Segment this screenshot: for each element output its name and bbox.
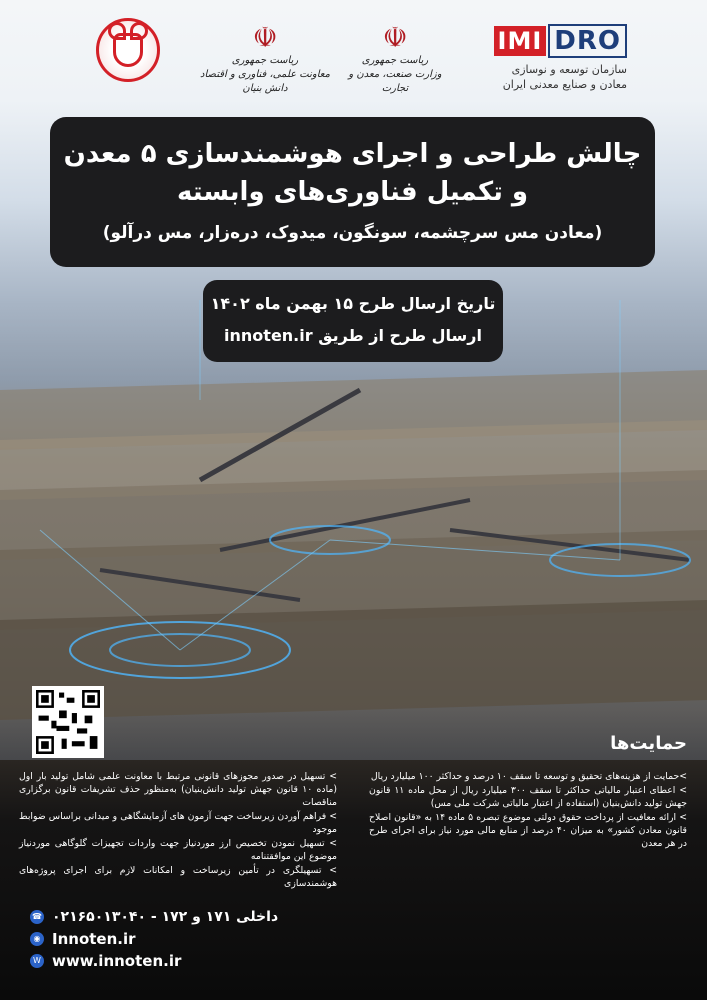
imidro-subtitle-1: سازمان توسعه و نوسازی: [511, 63, 627, 76]
iran-emblem-icon: ☫: [252, 21, 278, 54]
contact-block: [30, 906, 278, 972]
qr-code[interactable]: [32, 686, 104, 758]
list-item: > ارائه معافیت از پرداخت حقوق دولتی موضوع تبصره ۵ ماده ۱۴ به «قانون اصلاح قانون معادن کشور» به میزان ۴۰ درصد از منابع مالی مورد نیاز برای اجرای طرح در هر معدن: [369, 812, 687, 849]
list-item: > فراهم آوردن زیرساخت جهت آزمون های آزمایشگاهی و میدانی براساس ضوابط موجود: [19, 811, 337, 835]
imidro-logo: [477, 24, 627, 92]
phone-number[interactable]: داخلی ۱۷۱ و ۱۷۲ - ۰۲۱۶۵۰۱۳۰۴۰: [52, 909, 279, 925]
web-icon: W: [30, 954, 44, 968]
imidro-mark-red: IMI: [494, 26, 547, 56]
page-title-line2: و تکمیل فناوری‌های وابسته: [176, 177, 529, 207]
support-list-right: [369, 770, 687, 851]
submission-channel: ارسال طرح از طریق innoten.ir: [224, 326, 482, 345]
presidency-industry-logo: [340, 22, 450, 96]
page-title: چالش طراحی و اجرای هوشمندسازی ۵ معدن: [63, 139, 642, 169]
presidency-industry-line1: ریاست جمهوری: [361, 55, 429, 66]
social-handle[interactable]: Innoten.ir: [52, 930, 136, 948]
iran-emblem-icon: ☫: [382, 21, 408, 54]
imidro-mark-blue: DRO: [548, 24, 627, 58]
support-heading: حمایت‌ها: [610, 733, 687, 754]
list-item: > تسهیلگری در تأمین زیرساخت و امکانات لازم برای اجرای پروژه‌های هوشمندسازی: [19, 865, 337, 889]
website-link[interactable]: www.innoten.ir: [52, 952, 182, 970]
list-item: > تسهیل در صدور مجوزهای قانونی مرتبط با معاونت علمی شامل تولید بار اول (ماده ۱۰ قانون جهش تولید دانش‌بنیان) به‌منظور حذف تشریفات قانون برگزاری مناقصات: [19, 771, 338, 808]
title-box: [50, 117, 655, 267]
logo-bar: [0, 14, 707, 104]
qr-code-icon: [36, 690, 100, 754]
list-item: > اعطای اعتبار مالیاتی حداکثر تا سقف ۳۰۰ میلیارد ریال از محل ماده ۱۱ قانون جهش تولید دانش‌بنیان (استفاده از اعتبار مالیاتی شرکت ملی مس): [369, 785, 687, 809]
mines-list: (معادن مس سرچشمه، سونگون، میدوک، درەزار، مس درآلو): [102, 223, 603, 243]
submission-deadline: تاریخ ارسال طرح ۱۵ بهمن ماه ۱۴۰۲: [210, 294, 496, 313]
presidency-science-line1: ریاست جمهوری: [231, 55, 299, 66]
phone-icon: ☎: [30, 910, 44, 924]
social-icon: ◉: [30, 932, 44, 946]
mine-scene-image: [0, 300, 707, 760]
presidency-science-line2: معاونت علمی، فناوری و اقتصاد دانش بنیان: [200, 69, 330, 94]
list-item: > تسهیل نمودن تخصیص ارز موردنیاز جهت واردات تجهیزات گلوگاهی موردنیاز موضوع این موافقتنامه: [19, 838, 337, 862]
support-list-left: [19, 770, 337, 891]
list-item: >حمایت از هزینه‌های تحقیق و توسعه تا سقف ۱۰ درصد و حداکثر ۱۰۰ میلیارد ریال: [370, 771, 687, 782]
imidro-subtitle-2: معادن و صنایع معدنی ایران: [502, 78, 627, 91]
presidency-science-logo: [200, 22, 330, 96]
presidency-industry-line2: وزارت صنعت، معدن و تجارت: [348, 69, 442, 94]
submission-box: [203, 280, 503, 362]
copper-company-seal-icon: [96, 18, 160, 82]
